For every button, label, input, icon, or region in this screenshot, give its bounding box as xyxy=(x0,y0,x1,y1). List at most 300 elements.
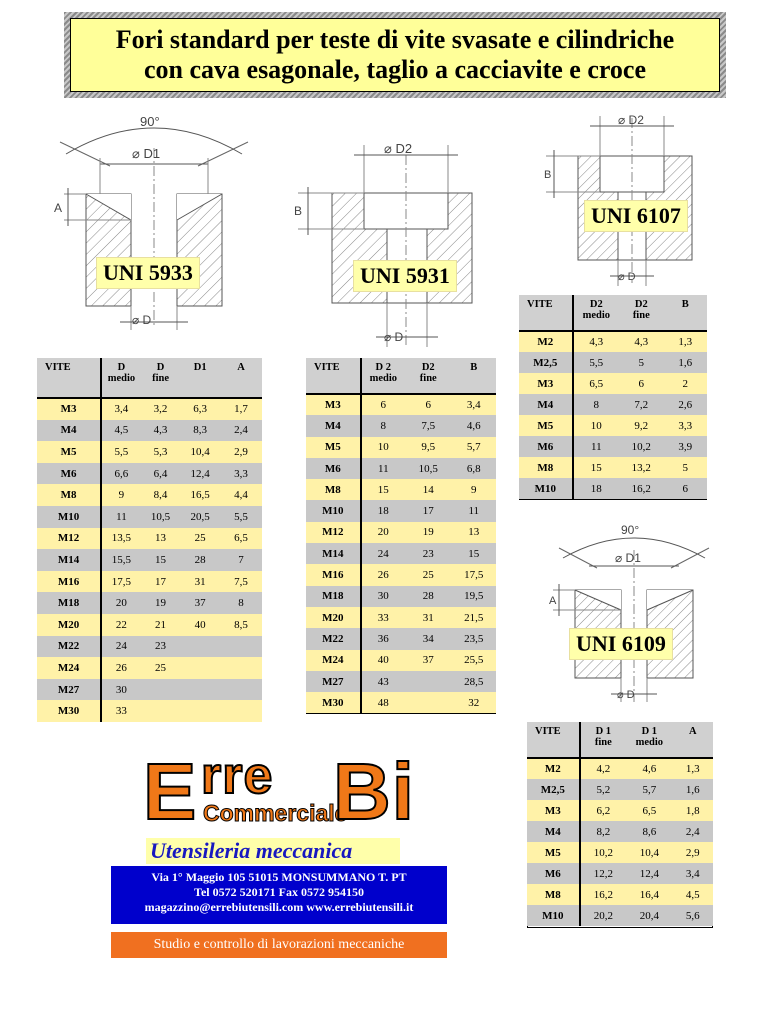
dim-a-label: A xyxy=(54,201,63,215)
value-cell: 1,3 xyxy=(673,758,713,779)
table-row xyxy=(37,571,262,593)
value-cell: 5,2 xyxy=(580,779,627,800)
column-header-text: fine xyxy=(419,373,437,384)
value-cell: 12,2 xyxy=(580,863,627,884)
title-line-1: Fori standard per teste di vite svasate e cilindriche xyxy=(115,25,675,54)
screw-size-cell: M4 xyxy=(306,415,361,436)
dim-d-label: ⌀ D xyxy=(618,271,636,283)
value-cell: 4,4 xyxy=(220,484,262,506)
value-cell: 9 xyxy=(101,484,141,506)
column-header-text: A xyxy=(237,362,245,373)
column-header xyxy=(452,358,497,394)
column-header-text: medio xyxy=(369,373,397,384)
company-tagline: Utensileria meccanica xyxy=(146,838,400,864)
value-cell: 16,4 xyxy=(626,884,673,905)
dim-d1-label: ⌀ D1 xyxy=(615,551,641,565)
screw-size-cell: M14 xyxy=(306,543,361,564)
column-header xyxy=(405,358,451,394)
value-cell: 20 xyxy=(101,592,141,614)
value-cell: 6 xyxy=(361,394,405,415)
value-cell: 3,3 xyxy=(220,463,262,485)
value-cell: 5 xyxy=(619,352,663,373)
value-cell: 33 xyxy=(361,607,405,628)
value-cell: 6 xyxy=(664,478,707,499)
screw-size-cell: M18 xyxy=(37,592,101,614)
value-cell: 6 xyxy=(619,373,663,394)
value-cell: 3,2 xyxy=(141,398,181,420)
value-cell: 5,7 xyxy=(626,779,673,800)
screw-size-cell: M8 xyxy=(37,484,101,506)
value-cell: 43 xyxy=(361,671,405,692)
screw-size-cell: M5 xyxy=(527,842,580,863)
value-cell: 6,2 xyxy=(580,800,627,821)
value-cell: 1,3 xyxy=(664,331,707,352)
value-cell: 25,5 xyxy=(452,650,497,671)
value-cell: 32 xyxy=(452,692,497,713)
table-header-row xyxy=(37,358,262,398)
value-cell: 5,5 xyxy=(573,352,619,373)
value-cell: 6,5 xyxy=(220,528,262,550)
table-row xyxy=(519,394,707,415)
column-header-text: VITE xyxy=(314,362,340,373)
table-row xyxy=(527,884,713,905)
screw-size-cell: M6 xyxy=(527,863,580,884)
value-cell: 10,2 xyxy=(580,842,627,863)
table-uni6107 xyxy=(519,295,707,499)
value-cell: 19,5 xyxy=(452,586,497,607)
value-cell: 4,3 xyxy=(619,331,663,352)
value-cell: 4,3 xyxy=(573,331,619,352)
value-cell: 37 xyxy=(180,592,220,614)
value-cell: 6,6 xyxy=(101,463,141,485)
value-cell: 15 xyxy=(452,543,497,564)
screw-size-cell: M3 xyxy=(519,373,573,394)
column-header xyxy=(573,295,619,331)
title-line-2: con cava esagonale, taglio a cacciavite e croce xyxy=(143,55,647,84)
company-phone: Tel 0572 520171 Fax 0572 954150 xyxy=(194,885,364,899)
table-uni5931 xyxy=(306,358,496,713)
column-header-text: D 2 xyxy=(375,362,392,373)
value-cell: 24 xyxy=(101,636,141,658)
value-cell: 40 xyxy=(361,650,405,671)
screw-size-cell: M14 xyxy=(37,549,101,571)
value-cell xyxy=(180,636,220,658)
screw-size-cell: M8 xyxy=(519,457,573,478)
column-header-text: D xyxy=(117,362,126,373)
value-cell: 5,5 xyxy=(101,441,141,463)
value-cell: 28 xyxy=(405,586,451,607)
screw-size-cell: M8 xyxy=(527,884,580,905)
value-cell xyxy=(220,636,262,658)
value-cell: 20,5 xyxy=(180,506,220,528)
value-cell: 13 xyxy=(141,528,181,550)
table-row xyxy=(37,420,262,442)
value-cell: 4,3 xyxy=(141,420,181,442)
value-cell: 7,5 xyxy=(405,415,451,436)
company-address: Via 1° Maggio 105 51015 MONSUMMANO T. PT xyxy=(151,870,407,884)
label-uni5933: UNI 5933 xyxy=(96,257,200,289)
value-cell: 15 xyxy=(141,549,181,571)
value-cell: 11 xyxy=(573,436,619,457)
screw-size-cell: M2 xyxy=(527,758,580,779)
column-header-text: medio xyxy=(582,310,611,321)
logo-text-commerciale: Commerciale xyxy=(203,800,348,826)
column-header xyxy=(626,722,673,758)
table-row xyxy=(306,522,496,543)
table-row xyxy=(527,821,713,842)
column-header-text: D2 xyxy=(421,362,435,373)
value-cell: 20,4 xyxy=(626,905,673,926)
angle-label: 90° xyxy=(621,523,640,537)
value-cell: 25 xyxy=(180,528,220,550)
column-header-text: D2 xyxy=(589,299,603,310)
screw-size-cell: M22 xyxy=(37,636,101,658)
value-cell: 2,6 xyxy=(664,394,707,415)
column-header xyxy=(361,358,405,394)
screw-size-cell: M2 xyxy=(519,331,573,352)
column-header-text: B xyxy=(681,299,689,310)
screw-size-cell: M24 xyxy=(306,650,361,671)
company-logo xyxy=(143,747,415,842)
column-header-text: D 1 xyxy=(641,726,658,737)
screw-size-cell: M4 xyxy=(37,420,101,442)
column-header-text: medio xyxy=(635,737,664,748)
table-row xyxy=(519,331,707,352)
logo-letter-e: E xyxy=(143,747,198,836)
table-row xyxy=(37,549,262,571)
screw-size-cell: M10 xyxy=(527,905,580,926)
value-cell: 6,5 xyxy=(573,373,619,394)
value-cell: 5,5 xyxy=(220,506,262,528)
table-row xyxy=(306,671,496,692)
value-cell: 3,3 xyxy=(664,415,707,436)
value-cell: 9 xyxy=(452,479,497,500)
column-header-text: B xyxy=(470,362,478,373)
table-row xyxy=(306,607,496,628)
screw-size-cell: M6 xyxy=(37,463,101,485)
column-header-text: fine xyxy=(594,737,612,748)
value-cell: 16,2 xyxy=(619,478,663,499)
screw-size-cell: M12 xyxy=(306,522,361,543)
value-cell: 11 xyxy=(101,506,141,528)
value-cell: 24 xyxy=(361,543,405,564)
screw-size-cell: M20 xyxy=(37,614,101,636)
dim-d1-label: ⌀ D1 xyxy=(132,146,161,161)
column-header xyxy=(101,358,141,398)
screw-size-cell: M16 xyxy=(306,564,361,585)
value-cell: 3,4 xyxy=(673,863,713,884)
value-cell: 5,3 xyxy=(141,441,181,463)
value-cell: 10,4 xyxy=(626,842,673,863)
table-row xyxy=(37,679,262,701)
value-cell: 11 xyxy=(452,500,497,521)
column-header xyxy=(619,295,663,331)
dim-d2-label: ⌀ D2 xyxy=(384,141,413,156)
column-header xyxy=(527,722,580,758)
table-row xyxy=(519,478,707,499)
value-cell: 4,2 xyxy=(580,758,627,779)
value-cell: 28,5 xyxy=(452,671,497,692)
column-header-text: D 1 xyxy=(595,726,612,737)
value-cell: 33 xyxy=(101,700,141,722)
value-cell: 7,2 xyxy=(619,394,663,415)
value-cell: 7,5 xyxy=(220,571,262,593)
table-row xyxy=(527,800,713,821)
column-header xyxy=(141,358,181,398)
value-cell: 25 xyxy=(141,657,181,679)
value-cell: 13,2 xyxy=(619,457,663,478)
value-cell xyxy=(220,700,262,722)
table-row xyxy=(519,352,707,373)
screw-size-cell: M30 xyxy=(37,700,101,722)
value-cell: 3,4 xyxy=(101,398,141,420)
drawing-uni6107 xyxy=(540,108,710,288)
value-cell: 8,3 xyxy=(180,420,220,442)
value-cell: 25 xyxy=(405,564,451,585)
column-header xyxy=(180,358,220,398)
value-cell: 5 xyxy=(664,457,707,478)
value-cell: 31 xyxy=(405,607,451,628)
value-cell xyxy=(180,657,220,679)
value-cell: 26 xyxy=(361,564,405,585)
dim-a-label: A xyxy=(549,595,557,607)
value-cell: 23 xyxy=(141,636,181,658)
value-cell: 10,4 xyxy=(180,441,220,463)
value-cell: 20 xyxy=(361,522,405,543)
value-cell: 13,5 xyxy=(101,528,141,550)
value-cell: 6,3 xyxy=(180,398,220,420)
table-row xyxy=(37,614,262,636)
value-cell: 3,4 xyxy=(452,394,497,415)
value-cell: 23,5 xyxy=(452,628,497,649)
label-uni6107: UNI 6107 xyxy=(584,200,688,232)
table-row xyxy=(37,700,262,722)
value-cell: 10,5 xyxy=(405,458,451,479)
dim-d2-label: ⌀ D2 xyxy=(618,113,644,127)
screw-size-cell: M10 xyxy=(306,500,361,521)
dim-b-label: B xyxy=(544,169,552,181)
dim-d-label: ⌀ D xyxy=(132,313,152,327)
column-header-text: VITE xyxy=(45,362,71,373)
value-cell: 4,6 xyxy=(452,415,497,436)
screw-size-cell: M8 xyxy=(306,479,361,500)
table-row xyxy=(37,506,262,528)
value-cell: 8,4 xyxy=(141,484,181,506)
screw-size-cell: M10 xyxy=(519,478,573,499)
table-header-row xyxy=(519,295,707,331)
value-cell: 20,2 xyxy=(580,905,627,926)
column-header xyxy=(519,295,573,331)
screw-size-cell: M3 xyxy=(37,398,101,420)
value-cell: 19 xyxy=(405,522,451,543)
table-row xyxy=(306,458,496,479)
company-contact: magazzino@errebiutensili.com www.errebiutensili.it xyxy=(144,900,414,914)
value-cell: 5,7 xyxy=(452,437,497,458)
table-row xyxy=(306,692,496,713)
table-row xyxy=(519,415,707,436)
value-cell: 31 xyxy=(180,571,220,593)
company-address-box xyxy=(111,866,447,924)
table-row xyxy=(527,863,713,884)
screw-size-cell: M2,5 xyxy=(519,352,573,373)
value-cell: 6,8 xyxy=(452,458,497,479)
company-service: Studio e controllo di lavorazioni meccaniche xyxy=(111,932,447,958)
value-cell: 8,5 xyxy=(220,614,262,636)
screw-size-cell: M5 xyxy=(519,415,573,436)
table-row xyxy=(306,437,496,458)
dim-d-label: ⌀ D xyxy=(384,330,404,344)
value-cell: 12,4 xyxy=(180,463,220,485)
value-cell: 22 xyxy=(101,614,141,636)
screw-size-cell: M5 xyxy=(37,441,101,463)
drawing-uni5933 xyxy=(40,108,270,333)
table-row xyxy=(527,758,713,779)
value-cell: 17,5 xyxy=(101,571,141,593)
angle-label: 90° xyxy=(140,114,160,129)
screw-size-cell: M22 xyxy=(306,628,361,649)
value-cell: 17,5 xyxy=(452,564,497,585)
table-uni5933 xyxy=(37,358,262,722)
column-header-text: D1 xyxy=(193,362,207,373)
screw-size-cell: M30 xyxy=(306,692,361,713)
value-cell: 17 xyxy=(405,500,451,521)
value-cell: 1,8 xyxy=(673,800,713,821)
table-row xyxy=(519,436,707,457)
value-cell: 3,9 xyxy=(664,436,707,457)
value-cell: 13 xyxy=(452,522,497,543)
table-row xyxy=(519,373,707,394)
screw-size-cell: M16 xyxy=(37,571,101,593)
value-cell: 15,5 xyxy=(101,549,141,571)
value-cell: 2,9 xyxy=(673,842,713,863)
column-header xyxy=(673,722,713,758)
screw-size-cell: M6 xyxy=(306,458,361,479)
value-cell: 6 xyxy=(405,394,451,415)
screw-size-cell: M6 xyxy=(519,436,573,457)
value-cell xyxy=(141,700,181,722)
screw-size-cell: M20 xyxy=(306,607,361,628)
column-header xyxy=(220,358,262,398)
value-cell: 11 xyxy=(361,458,405,479)
value-cell: 6,5 xyxy=(626,800,673,821)
value-cell xyxy=(405,692,451,713)
table-header-row xyxy=(306,358,496,394)
value-cell: 8,2 xyxy=(580,821,627,842)
column-header xyxy=(306,358,361,394)
value-cell xyxy=(180,700,220,722)
label-uni6109: UNI 6109 xyxy=(569,628,673,660)
table-row xyxy=(306,479,496,500)
value-cell: 4,6 xyxy=(626,758,673,779)
screw-size-cell: M4 xyxy=(519,394,573,415)
value-cell: 4,5 xyxy=(101,420,141,442)
column-header-text: D xyxy=(156,362,165,373)
table-row xyxy=(37,657,262,679)
value-cell: 8 xyxy=(361,415,405,436)
value-cell: 37 xyxy=(405,650,451,671)
table-row xyxy=(527,779,713,800)
value-cell: 16,5 xyxy=(180,484,220,506)
value-cell: 15 xyxy=(361,479,405,500)
value-cell: 9,2 xyxy=(619,415,663,436)
table-header-row xyxy=(527,722,713,758)
value-cell: 48 xyxy=(361,692,405,713)
table-row xyxy=(37,528,262,550)
column-header xyxy=(580,722,627,758)
dim-d-label: ⌀ D xyxy=(617,689,635,701)
value-cell xyxy=(220,657,262,679)
value-cell xyxy=(405,671,451,692)
value-cell: 1,6 xyxy=(664,352,707,373)
table-row xyxy=(527,905,713,926)
column-header xyxy=(37,358,101,398)
screw-size-cell: M27 xyxy=(306,671,361,692)
value-cell: 21 xyxy=(141,614,181,636)
screw-size-cell: M10 xyxy=(37,506,101,528)
drawing-uni6109 xyxy=(545,520,715,705)
value-cell: 9,5 xyxy=(405,437,451,458)
drawing-uni5931 xyxy=(290,135,490,350)
screw-size-cell: M24 xyxy=(37,657,101,679)
table-row xyxy=(37,441,262,463)
screw-size-cell: M3 xyxy=(527,800,580,821)
table-row xyxy=(37,484,262,506)
value-cell: 23 xyxy=(405,543,451,564)
value-cell: 26 xyxy=(101,657,141,679)
value-cell: 14 xyxy=(405,479,451,500)
value-cell: 2,4 xyxy=(220,420,262,442)
value-cell xyxy=(180,679,220,701)
table-row xyxy=(37,636,262,658)
value-cell: 18 xyxy=(361,500,405,521)
value-cell: 21,5 xyxy=(452,607,497,628)
screw-size-cell: M12 xyxy=(37,528,101,550)
column-header xyxy=(664,295,707,331)
value-cell: 10,5 xyxy=(141,506,181,528)
page-title xyxy=(70,18,720,92)
table-row xyxy=(306,564,496,585)
table-row xyxy=(37,398,262,420)
table-uni6109 xyxy=(527,722,713,926)
value-cell: 1,6 xyxy=(673,779,713,800)
table-row xyxy=(306,586,496,607)
value-cell: 1,7 xyxy=(220,398,262,420)
logo-text-bi: Bi xyxy=(333,747,415,836)
logo-text-rre: rre xyxy=(201,747,274,805)
table-row xyxy=(306,394,496,415)
value-cell: 40 xyxy=(180,614,220,636)
value-cell: 18 xyxy=(573,478,619,499)
table-row xyxy=(37,592,262,614)
table-row xyxy=(527,842,713,863)
value-cell: 5,6 xyxy=(673,905,713,926)
value-cell: 10,2 xyxy=(619,436,663,457)
screw-size-cell: M27 xyxy=(37,679,101,701)
column-header-text: fine xyxy=(152,373,169,384)
column-header-text: medio xyxy=(107,373,136,384)
screw-size-cell: M5 xyxy=(306,437,361,458)
value-cell: 19 xyxy=(141,592,181,614)
label-uni5931: UNI 5931 xyxy=(353,260,457,292)
table-row xyxy=(37,463,262,485)
value-cell: 8 xyxy=(573,394,619,415)
value-cell: 36 xyxy=(361,628,405,649)
value-cell: 16,2 xyxy=(580,884,627,905)
dim-b-label: B xyxy=(294,204,303,218)
value-cell xyxy=(141,679,181,701)
value-cell: 10 xyxy=(573,415,619,436)
value-cell: 2,4 xyxy=(673,821,713,842)
